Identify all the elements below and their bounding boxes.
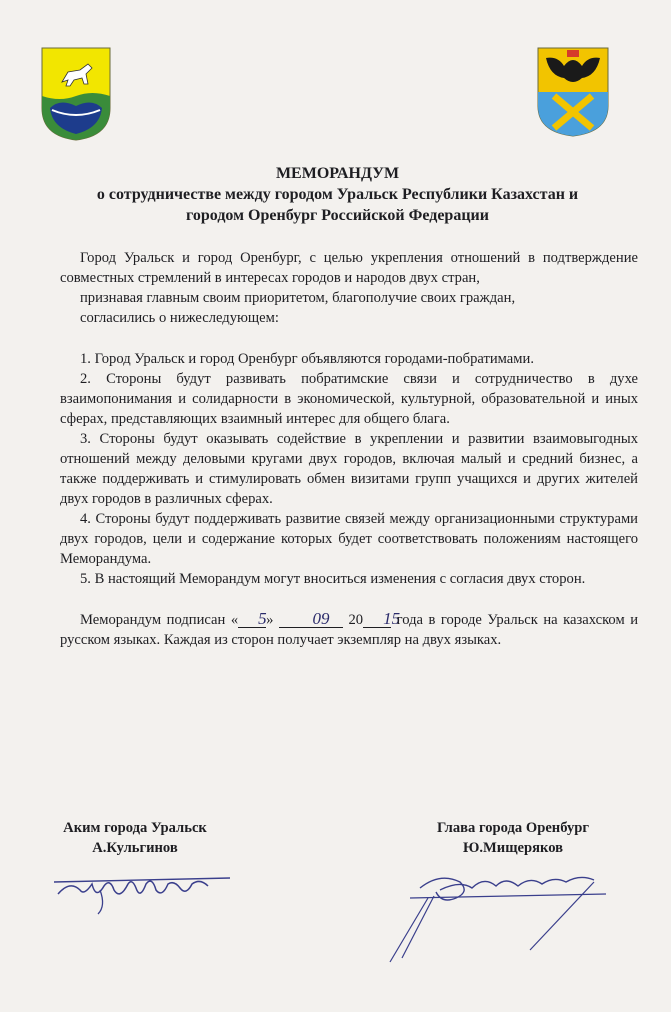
- clause-5: 5. В настоящий Меморандум могут вноситься изменения с согласия двух сторон.: [80, 571, 586, 587]
- left-signatory-title: Аким города Уральск: [63, 820, 207, 836]
- document-subtitle-line2: городом Оренбург Российской Федерации: [186, 207, 489, 224]
- document-title: МЕМОРАНДУМ: [275, 165, 400, 182]
- document-subtitle-line1: о сотрудничестве между городом Уральск Республики Казахстан и: [96, 186, 579, 203]
- intro-paragraph-3: согласились о нижеследующем:: [80, 310, 279, 326]
- signing-year-prefix: 20: [348, 612, 364, 628]
- left-signatory: [40, 818, 230, 858]
- signing-year-suffix: 15: [363, 611, 391, 628]
- signing-day: 5: [238, 611, 266, 628]
- right-signature-icon: [380, 858, 620, 968]
- document-title-block: [60, 163, 615, 226]
- left-signatory-name: А.Кульгинов: [92, 840, 178, 856]
- signing-quote-close: »: [266, 612, 274, 628]
- clause-4: 4. Стороны будут поддерживать развитие связей между организационными структурами двух городов, цели и содержание которых будет соответствовать положениям настоящего Меморандума.: [60, 511, 638, 567]
- signing-prefix: Меморандум подписан «: [80, 612, 239, 628]
- right-signatory: [408, 818, 618, 858]
- document-body: [60, 248, 638, 650]
- left-signature-icon: [40, 860, 240, 920]
- orenburg-coat-of-arms-icon: [536, 46, 610, 138]
- intro-paragraph-1: Город Уральск и город Оренбург, с целью укрепления отношений в подтверждение совместных стремлений в интересах городов и народов двух стран,: [60, 250, 638, 286]
- clause-2: 2. Стороны будут развивать побратимские связи и сотрудничество в духе взаимопонимания и солидарности в экономической, культурной, образовательной и иных сферах, представляющих взаимный интерес для общего блага.: [60, 371, 638, 427]
- signing-suffix: года в городе Уральск на казахском и русском языках. Каждая из сторон получает экземпляр на двух языках.: [60, 612, 639, 648]
- intro-paragraph-2: признавая главным своим приоритетом, благополучие своих граждан,: [80, 290, 516, 306]
- right-signatory-title: Глава города Оренбург: [437, 820, 589, 836]
- signing-paragraph: [60, 610, 638, 650]
- right-signatory-name: Ю.Мищеряков: [462, 840, 564, 856]
- clause-1: 1. Город Уральск и город Оренбург объявляются городами-побратимами.: [80, 351, 534, 367]
- signing-month: 09: [279, 611, 343, 628]
- uralsk-coat-of-arms-icon: [40, 46, 112, 142]
- clause-3: 3. Стороны будут оказывать содействие в укреплении и развитии взаимовыгодных отношений между деловыми кругами двух городов, включая малый и средний бизнес, а также поддерживать и стимулировать обмен визитами групп учащихся и других жителей двух городов в различных сферах.: [60, 431, 638, 507]
